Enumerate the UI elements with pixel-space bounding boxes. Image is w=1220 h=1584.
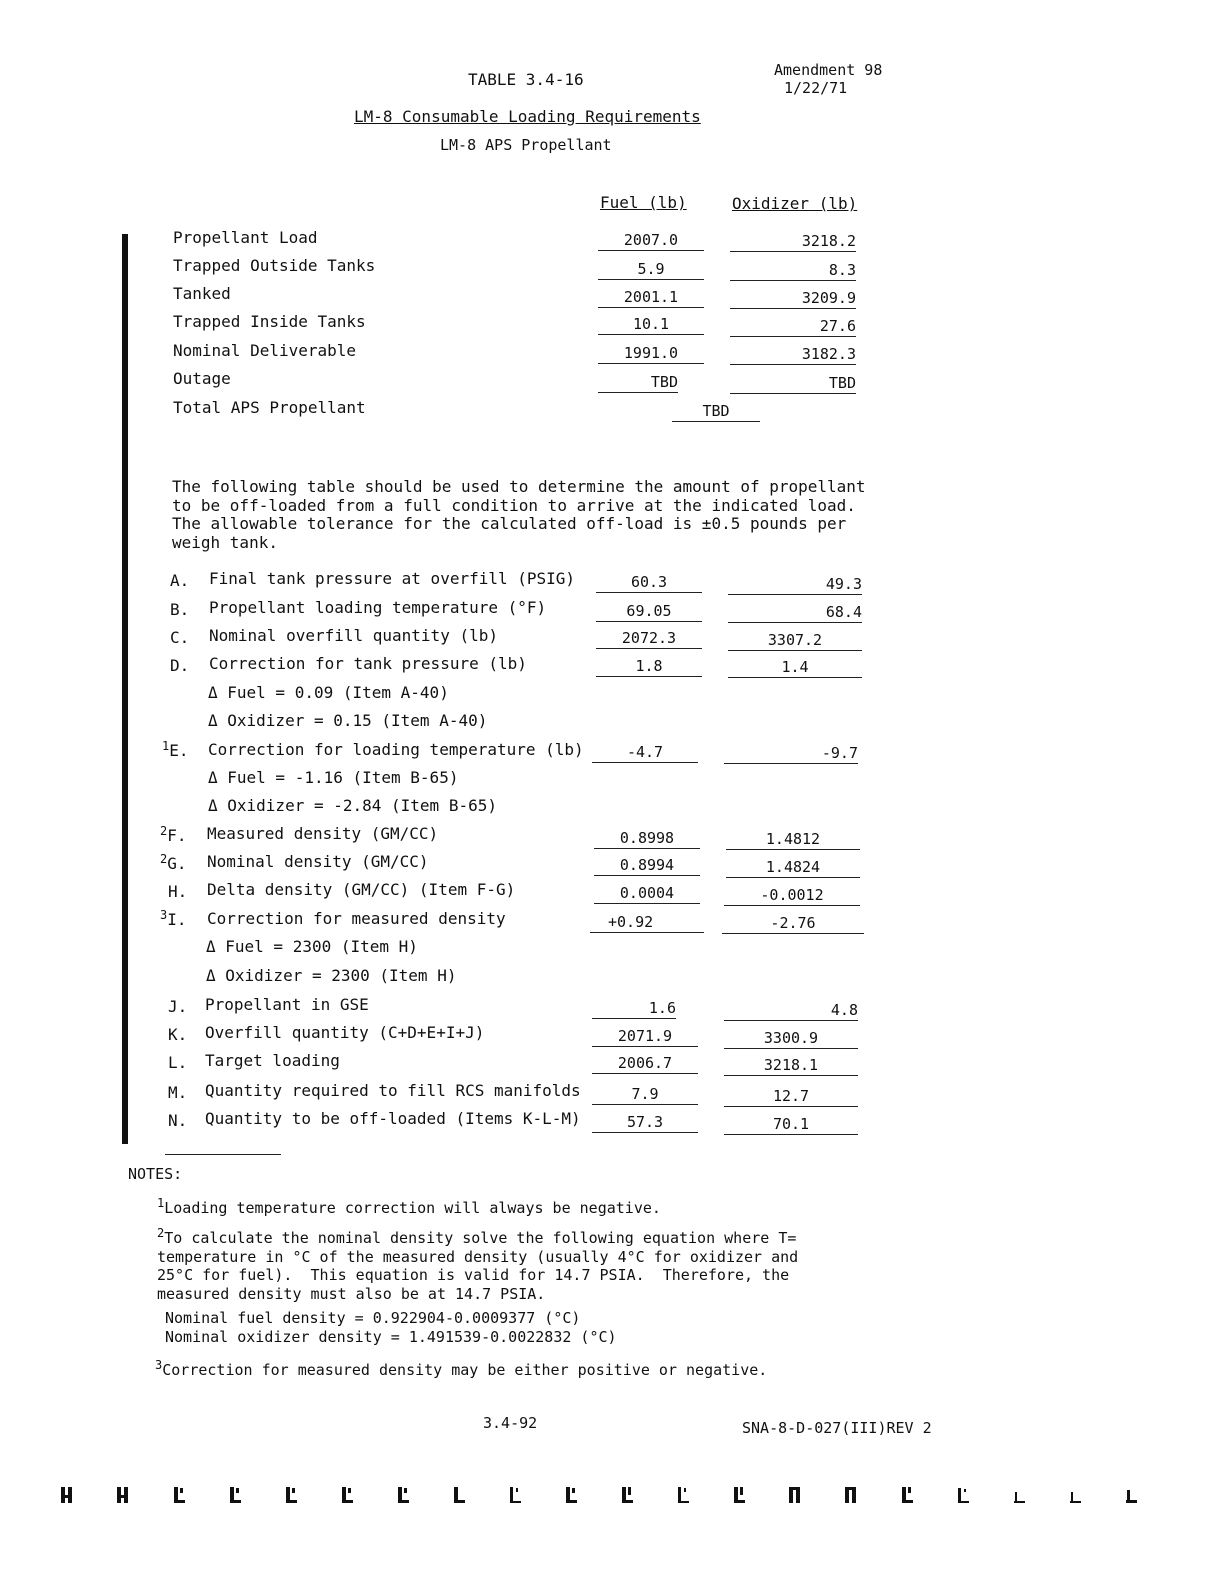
summary-fuel-value: 10.1 — [598, 314, 704, 335]
column-header-fuel: Fuel (lb) — [600, 193, 687, 212]
item-oxidizer-value: 1.4824 — [726, 857, 860, 878]
summary-oxidizer-value: 3218.2 — [730, 231, 856, 252]
summary-oxidizer-value: 27.6 — [730, 316, 856, 337]
summary-label: Trapped Outside Tanks — [173, 256, 376, 275]
summary-fuel-value: TBD — [598, 372, 678, 393]
total-label: Total APS Propellant — [173, 398, 366, 417]
item-oxidizer-value: -0.0012 — [724, 885, 860, 906]
scan-mark — [116, 1486, 130, 1504]
item-oxidizer-value: 1.4812 — [726, 829, 860, 850]
scan-mark — [900, 1486, 914, 1504]
summary-fuel-value: 5.9 — [598, 259, 704, 280]
item-fuel-value: 0.8994 — [594, 855, 700, 876]
item-oxidizer-value: -2.76 — [722, 913, 864, 934]
item-fuel-value: 2071.9 — [592, 1026, 698, 1047]
item-oxidizer-value: 4.8 — [724, 1000, 858, 1021]
item-fuel-value: 0.8998 — [594, 828, 700, 849]
notes-heading: NOTES: — [128, 1165, 183, 1183]
table-id: TABLE 3.4-16 — [468, 70, 584, 89]
scan-mark — [284, 1486, 298, 1504]
scan-mark — [1124, 1486, 1138, 1504]
note-2: $^2$To calculate the nominal density solve the following equation where T= temperature in °C of the measured density (usually 4°C for oxidizer and 25°C for fuel). This equation is valid for 14.7 PSIA. Therefore, the measured density must also be at 14.7 PSIA. — [157, 1226, 799, 1303]
scan-mark — [844, 1486, 858, 1504]
item-letter: $^3$I. — [160, 908, 187, 929]
item-fuel-value: 69.05 — [596, 601, 702, 622]
item-oxidizer-value: -9.7 — [724, 743, 858, 764]
item-letter: D. — [170, 656, 190, 675]
item-fuel-value: 7.9 — [592, 1084, 698, 1105]
summary-oxidizer-value: 8.3 — [730, 260, 856, 281]
scan-mark — [452, 1486, 466, 1504]
column-header-oxidizer: Oxidizer (lb) — [732, 194, 858, 213]
item-letter: K. — [168, 1025, 188, 1044]
scan-mark — [172, 1486, 186, 1504]
item-letter: $^2$G. — [160, 852, 187, 873]
summary-oxidizer-value: 3209.9 — [730, 288, 856, 309]
scan-mark — [956, 1486, 970, 1504]
item-fuel-value: 0.0004 — [594, 883, 700, 904]
item-letter: N. — [168, 1111, 188, 1130]
delta-oxidizer-temperature: Δ Oxidizer = -2.84 (Item B-65) — [208, 796, 497, 815]
summary-oxidizer-value: 3182.3 — [730, 344, 856, 365]
page-subtitle: LM-8 APS Propellant — [440, 136, 612, 154]
summary-label: Propellant Load — [173, 228, 318, 247]
item-letter: $^2$F. — [160, 824, 187, 845]
instructions-paragraph: The following table should be used to determine the amount of propellant to be off-loaded from a full condition to arrive at the indicated load. The allowable tolerance for the calculated off-load is ±0.5 pounds per weigh tank. — [172, 477, 866, 552]
item-label: Nominal overfill quantity (lb) — [209, 626, 498, 645]
item-oxidizer-value: 3218.1 — [724, 1055, 858, 1076]
note-1: $^1$Loading temperature correction will always be negative. — [157, 1196, 661, 1217]
item-fuel-value: -4.7 — [592, 742, 698, 763]
item-oxidizer-value: 1.4 — [728, 657, 862, 678]
scan-mark — [732, 1486, 746, 1504]
item-fuel-value: 1.6 — [592, 998, 676, 1019]
item-fuel-value: 1.8 — [596, 656, 702, 677]
notes-divider — [165, 1154, 281, 1155]
item-letter: L. — [168, 1053, 188, 1072]
delta-fuel-pressure: Δ Fuel = 0.09 (Item A-40) — [208, 683, 449, 702]
scan-mark — [340, 1486, 354, 1504]
scan-mark — [396, 1486, 410, 1504]
item-fuel-value: 2006.7 — [592, 1053, 698, 1074]
scan-mark — [228, 1486, 242, 1504]
item-fuel-value: +0.92 — [590, 912, 704, 933]
item-letter: J. — [168, 997, 188, 1016]
item-fuel-value: 60.3 — [596, 572, 702, 593]
item-letter: H. — [168, 882, 188, 901]
scan-mark — [1012, 1486, 1026, 1504]
item-oxidizer-value: 12.7 — [724, 1086, 858, 1107]
item-letter: C. — [170, 628, 190, 647]
scan-mark — [788, 1486, 802, 1504]
item-label: Correction for tank pressure (lb) — [209, 654, 527, 673]
item-label: Delta density (GM/CC) (Item F-G) — [207, 880, 516, 899]
delta-oxidizer-density: Δ Oxidizer = 2300 (Item H) — [206, 966, 457, 985]
summary-label: Tanked — [173, 284, 231, 303]
delta-oxidizer-pressure: Δ Oxidizer = 0.15 (Item A-40) — [208, 711, 488, 730]
item-fuel-value: 57.3 — [592, 1112, 698, 1133]
item-label: Correction for measured density — [207, 909, 506, 928]
item-oxidizer-value: 49.3 — [728, 574, 862, 595]
item-letter: $^1$E. — [162, 739, 189, 760]
item-label: Propellant in GSE — [205, 995, 369, 1014]
item-letter: M. — [168, 1083, 188, 1102]
item-oxidizer-value: 68.4 — [728, 602, 862, 623]
item-letter: B. — [170, 600, 190, 619]
amendment-date: 1/22/71 — [784, 79, 848, 97]
item-label: Overfill quantity (C+D+E+I+J) — [205, 1023, 485, 1042]
note-3: $^3$Correction for measured density may be either positive or negative. — [155, 1358, 768, 1379]
scan-mark — [1068, 1486, 1082, 1504]
scan-mark — [620, 1486, 634, 1504]
item-label: Measured density (GM/CC) — [207, 824, 439, 843]
item-oxidizer-value: 70.1 — [724, 1114, 858, 1135]
page-title: LM-8 Consumable Loading Requirements — [354, 107, 701, 126]
item-oxidizer-value: 3300.9 — [724, 1028, 858, 1049]
scan-mark — [564, 1486, 578, 1504]
summary-fuel-value: 2001.1 — [598, 287, 704, 308]
item-oxidizer-value: 3307.2 — [728, 630, 862, 651]
amendment: Amendment 98 — [774, 61, 883, 79]
summary-fuel-value: 2007.0 — [598, 230, 704, 251]
summary-oxidizer-value: TBD — [730, 373, 856, 394]
item-label: Quantity required to fill RCS manifolds — [205, 1081, 581, 1100]
density-equations: Nominal fuel density = 0.922904-0.0009377 (°C) Nominal oxidizer density = 1.491539-0.0022832 (°C) — [165, 1309, 617, 1346]
scan-mark — [60, 1486, 74, 1504]
item-letter: A. — [170, 571, 190, 590]
item-fuel-value: 2072.3 — [596, 628, 702, 649]
item-label: Final tank pressure at overfill (PSIG) — [209, 569, 576, 588]
document-id: SNA-8-D-027(III)REV 2 — [742, 1419, 932, 1437]
item-label: Propellant loading temperature (°F) — [209, 598, 547, 617]
scan-mark — [676, 1486, 690, 1504]
item-label: Target loading — [205, 1051, 340, 1070]
summary-fuel-value: 1991.0 — [598, 343, 704, 364]
item-label: Correction for loading temperature (lb) — [208, 740, 584, 759]
total-value: TBD — [672, 401, 760, 422]
scan-mark — [508, 1486, 522, 1504]
item-label: Nominal density (GM/CC) — [207, 852, 429, 871]
revision-change-bar — [122, 234, 128, 1144]
delta-fuel-temperature: Δ Fuel = -1.16 (Item B-65) — [208, 768, 459, 787]
summary-label: Nominal Deliverable — [173, 341, 357, 360]
item-label: Quantity to be off-loaded (Items K-L-M) — [205, 1109, 581, 1128]
delta-fuel-density: Δ Fuel = 2300 (Item H) — [206, 937, 418, 956]
summary-label: Trapped Inside Tanks — [173, 312, 366, 331]
page-number: 3.4-92 — [483, 1414, 538, 1432]
summary-label: Outage — [173, 369, 231, 388]
